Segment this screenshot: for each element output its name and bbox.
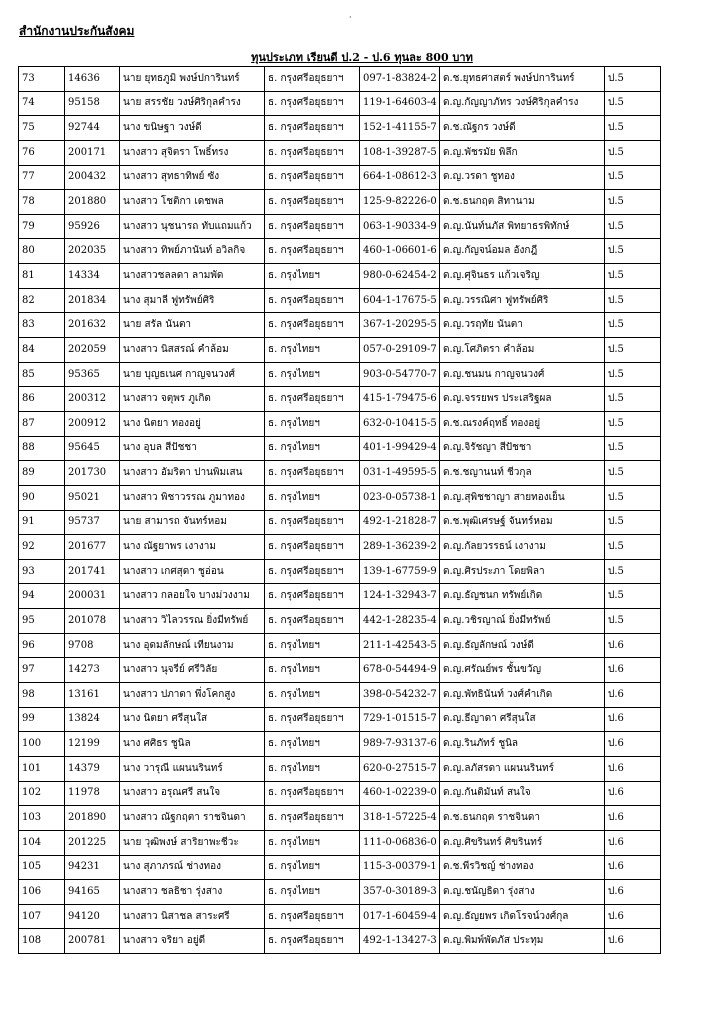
parent-name: นางสาว นุจรีย์ ศรีวิลัย (120, 658, 265, 683)
bank-name: ธ. กรุงศรีอยุธยาฯ (265, 239, 360, 264)
child-name: ด.ญ.ธัญชนก ทรัพย์เกิด (440, 584, 605, 609)
account-number: 492-1-21828-7 (360, 510, 440, 535)
member-id: 13161 (65, 683, 120, 708)
member-id: 95737 (65, 510, 120, 535)
table-row (19, 239, 661, 264)
table-row (19, 387, 661, 412)
member-id: 201677 (65, 535, 120, 560)
bank-name: ธ. กรุงศรีอยุธยาฯ (265, 91, 360, 116)
member-id: 9708 (65, 633, 120, 658)
grade-level: ป.5 (605, 165, 661, 190)
parent-name: นางสาว พิชาวรรณ ภูมาทอง (120, 485, 265, 510)
row-number: 78 (19, 190, 65, 215)
row-number: 101 (19, 756, 65, 781)
account-number: 398-0-54232-7 (360, 683, 440, 708)
account-number: 111-0-06836-0 (360, 830, 440, 855)
bank-name: ธ. กรุงไทยฯ (265, 683, 360, 708)
table-row (19, 436, 661, 461)
row-number: 105 (19, 855, 65, 880)
table-row (19, 535, 661, 560)
grade-level: ป.6 (605, 707, 661, 732)
child-name: ด.ญ.รินภัทร์ ชูนิล (440, 732, 605, 757)
child-name: ด.ญ.วรรณิศา ฟูทรัพย์ศิริ (440, 288, 605, 313)
table-row (19, 929, 661, 954)
grade-level: ป.5 (605, 91, 661, 116)
account-number: 211-1-42543-5 (360, 633, 440, 658)
member-id: 201730 (65, 461, 120, 486)
row-number: 102 (19, 781, 65, 806)
child-name: ด.ญ.กัลยวรรธน์ เงางาม (440, 535, 605, 560)
grade-level: ป.5 (605, 214, 661, 239)
child-name: ด.ญ.จรรยพร ประเสริฐผล (440, 387, 605, 412)
grade-level: ป.5 (605, 264, 661, 289)
bank-name: ธ. กรุงศรีอยุธยาฯ (265, 535, 360, 560)
grade-level: ป.5 (605, 362, 661, 387)
member-id: 201880 (65, 190, 120, 215)
account-number: 023-0-05738-1 (360, 485, 440, 510)
grade-level: ป.5 (605, 140, 661, 165)
table-row (19, 904, 661, 929)
bank-name: ธ. กรุงไทยฯ (265, 411, 360, 436)
account-number: 460-1-06601-6 (360, 239, 440, 264)
grade-level: ป.5 (605, 338, 661, 363)
table-row (19, 781, 661, 806)
bank-name: ธ. กรุงศรีอยุธยาฯ (265, 461, 360, 486)
account-number: 729-1-01515-7 (360, 707, 440, 732)
account-number: 903-0-54770-7 (360, 362, 440, 387)
grade-level: ป.6 (605, 929, 661, 954)
child-name: ด.ญ.ศรัณย์พร ชั้นขวัญ (440, 658, 605, 683)
bank-name: ธ. กรุงศรีอยุธยาฯ (265, 609, 360, 634)
account-number: 620-0-27515-7 (360, 756, 440, 781)
member-id: 201632 (65, 313, 120, 338)
parent-name: นาย บุญธเนศ กาญจนวงศ์ (120, 362, 265, 387)
row-number: 88 (19, 436, 65, 461)
child-name: ด.ญ.ศุจินธร แก้วเจริญ (440, 264, 605, 289)
bank-name: ธ. กรุงไทยฯ (265, 732, 360, 757)
child-name: ด.ญ.วรดา ชูทอง (440, 165, 605, 190)
child-name: ด.ญ.ธัญลักษณ์ วงษ์ดี (440, 633, 605, 658)
table-row (19, 411, 661, 436)
table-row (19, 732, 661, 757)
account-number: 367-1-20295-5 (360, 313, 440, 338)
member-id: 200312 (65, 387, 120, 412)
row-number: 73 (19, 67, 65, 92)
member-id: 14334 (65, 264, 120, 289)
table-row (19, 338, 661, 363)
parent-name: นางสาว โชติกา เดชพล (120, 190, 265, 215)
parent-name: นาง วารุณี แผนนรินทร์ (120, 756, 265, 781)
child-name: ด.ช.ธนกฤต สิทานาม (440, 190, 605, 215)
member-id: 202059 (65, 338, 120, 363)
row-number: 76 (19, 140, 65, 165)
grade-level: ป.5 (605, 436, 661, 461)
table-row (19, 67, 661, 92)
table-row (19, 313, 661, 338)
table-row (19, 116, 661, 141)
parent-name: นาง ณัฐยาพร เงางาม (120, 535, 265, 560)
row-number: 99 (19, 707, 65, 732)
parent-name: นางสาว จริยา อยู่ดี (120, 929, 265, 954)
bank-name: ธ. กรุงศรีอยุธยาฯ (265, 559, 360, 584)
table-row (19, 485, 661, 510)
row-number: 103 (19, 806, 65, 831)
account-number: 980-0-62454-2 (360, 264, 440, 289)
account-number: 604-1-17675-5 (360, 288, 440, 313)
child-name: ด.ช.ณัฐกร วงษ์ดี (440, 116, 605, 141)
table-row (19, 140, 661, 165)
parent-name: นาง อุบล สีปัชชา (120, 436, 265, 461)
bank-name: ธ. กรุงไทยฯ (265, 485, 360, 510)
bank-name: ธ. กรุงศรีอยุธยาฯ (265, 288, 360, 313)
member-id: 200171 (65, 140, 120, 165)
row-number: 82 (19, 288, 65, 313)
grade-level: ป.5 (605, 288, 661, 313)
parent-name: นาง สุภาภรณ์ ช่างทอง (120, 855, 265, 880)
account-number: 057-0-29109-7 (360, 338, 440, 363)
member-id: 14636 (65, 67, 120, 92)
table-row (19, 91, 661, 116)
row-number: 84 (19, 338, 65, 363)
bank-name: ธ. กรุงศรีอยุธยาฯ (265, 387, 360, 412)
grade-level: ป.6 (605, 732, 661, 757)
table-row (19, 264, 661, 289)
member-id: 94231 (65, 855, 120, 880)
grade-level: ป.6 (605, 658, 661, 683)
child-name: ด.ญ.ลภัสรดา แผนนรินทร์ (440, 756, 605, 781)
bank-name: ธ. กรุงศรีอยุธยาฯ (265, 140, 360, 165)
member-id: 14379 (65, 756, 120, 781)
grade-level: ป.5 (605, 387, 661, 412)
bank-name: ธ. กรุงศรีอยุธยาฯ (265, 165, 360, 190)
bank-name: ธ. กรุงศรีอยุธยาฯ (265, 707, 360, 732)
member-id: 92744 (65, 116, 120, 141)
account-number: 989-7-93137-6 (360, 732, 440, 757)
grade-level: ป.5 (605, 584, 661, 609)
parent-name: นางสาวชลลดา ลามพัด (120, 264, 265, 289)
child-name: ด.ญ.กัญจน์อมล อังกฎี (440, 239, 605, 264)
row-number: 100 (19, 732, 65, 757)
account-number: 357-0-30189-3 (360, 880, 440, 905)
child-name: ด.ญ.วรฤทัย นันตา (440, 313, 605, 338)
grade-level: ป.6 (605, 830, 661, 855)
parent-name: นาง นิตยา ศรีสุนใส (120, 707, 265, 732)
parent-name: นางสาว นุชนารถ ทับแถมแก้ว (120, 214, 265, 239)
row-number: 104 (19, 830, 65, 855)
grade-level: ป.5 (605, 190, 661, 215)
account-number: 115-3-00379-1 (360, 855, 440, 880)
account-number: 632-0-10415-5 (360, 411, 440, 436)
member-id: 201225 (65, 830, 120, 855)
row-number: 95 (19, 609, 65, 634)
parent-name: นาย วุฒิพงษ์ สาริยาพะชีวะ (120, 830, 265, 855)
table-row (19, 362, 661, 387)
table-body (19, 67, 661, 954)
parent-name: นางสาว สุทธาทิพย์ ซัง (120, 165, 265, 190)
child-name: ด.ญ.สุพิชชาญา สายทองเย็น (440, 485, 605, 510)
parent-name: นางสาว ทิพย์ภานันท์ อวิลกิจ (120, 239, 265, 264)
bank-name: ธ. กรุงศรีอยุธยาฯ (265, 190, 360, 215)
row-number: 108 (19, 929, 65, 954)
account-number: 664-1-08612-3 (360, 165, 440, 190)
bank-name: ธ. กรุงไทยฯ (265, 756, 360, 781)
member-id: 200031 (65, 584, 120, 609)
row-number: 87 (19, 411, 65, 436)
child-name: ด.ญ.ธัญยพร เกิดโรจน์วงศ์กุล (440, 904, 605, 929)
account-number: 442-1-28235-4 (360, 609, 440, 634)
grade-level: ป.5 (605, 313, 661, 338)
grade-level: ป.6 (605, 806, 661, 831)
parent-name: นางสาว นิสาชล สาระศรี (120, 904, 265, 929)
member-id: 94120 (65, 904, 120, 929)
child-name: ด.ญ.จิรัชญา สีปัชชา (440, 436, 605, 461)
table-row (19, 880, 661, 905)
table-row (19, 584, 661, 609)
parent-name: นางสาว ณัฐกฤตา ราชจินดา (120, 806, 265, 831)
account-number: 139-1-67759-9 (360, 559, 440, 584)
row-number: 91 (19, 510, 65, 535)
parent-name: นาย สรัล นันตา (120, 313, 265, 338)
grade-level: ป.6 (605, 781, 661, 806)
parent-name: นาง ศศิธร ชูนิล (120, 732, 265, 757)
table-row (19, 559, 661, 584)
child-name: ด.ญ.โศภิตรา คำล้อม (440, 338, 605, 363)
child-name: ด.ช.ณรงค์ฤทธิ์ ทองอยู่ (440, 411, 605, 436)
grade-level: ป.6 (605, 904, 661, 929)
table-row (19, 658, 661, 683)
account-number: 119-1-64603-4 (360, 91, 440, 116)
parent-name: นางสาว กลอยใจ บางม่วงงาม (120, 584, 265, 609)
member-id: 11978 (65, 781, 120, 806)
table-row (19, 830, 661, 855)
parent-name: นางสาว ปภาดา พึ่งโคกสูง (120, 683, 265, 708)
row-number: 106 (19, 880, 65, 905)
parent-name: นาง ขนิษฐา วงษ์ดี (120, 116, 265, 141)
grade-level: ป.5 (605, 609, 661, 634)
parent-name: นางสาว เกศสุดา ชูอ่อน (120, 559, 265, 584)
account-number: 017-1-60459-4 (360, 904, 440, 929)
bank-name: ธ. กรุงไทยฯ (265, 830, 360, 855)
row-number: 96 (19, 633, 65, 658)
child-name: ด.ญ.พิมพ์พัดภัส ประทุม (440, 929, 605, 954)
account-number: 460-1-02239-0 (360, 781, 440, 806)
member-id: 201834 (65, 288, 120, 313)
bank-name: ธ. กรุงไทยฯ (265, 855, 360, 880)
grade-level: ป.5 (605, 67, 661, 92)
row-number: 74 (19, 91, 65, 116)
parent-name: นางสาว สุจิตรา โพธิ์ทรง (120, 140, 265, 165)
row-number: 107 (19, 904, 65, 929)
child-name: ด.ญ.ชนมน กาญจนวงศ์ (440, 362, 605, 387)
row-number: 86 (19, 387, 65, 412)
grade-level: ป.6 (605, 880, 661, 905)
bank-name: ธ. กรุงศรีอยุธยาฯ (265, 806, 360, 831)
bank-name: ธ. กรุงไทยฯ (265, 264, 360, 289)
child-name: ด.ช.พีรวิชญ์ ช่างทอง (440, 855, 605, 880)
member-id: 202035 (65, 239, 120, 264)
row-number: 94 (19, 584, 65, 609)
member-id: 14273 (65, 658, 120, 683)
row-number: 83 (19, 313, 65, 338)
row-number: 81 (19, 264, 65, 289)
bank-name: ธ. กรุงศรีอยุธยาฯ (265, 904, 360, 929)
grade-level: ป.5 (605, 485, 661, 510)
grade-level: ป.5 (605, 535, 661, 560)
row-number: 98 (19, 683, 65, 708)
account-number: 152-1-41155-7 (360, 116, 440, 141)
page-mark: · (349, 13, 352, 22)
bank-name: ธ. กรุงศรีอยุธยาฯ (265, 313, 360, 338)
account-number: 031-1-49595-5 (360, 461, 440, 486)
table-row (19, 609, 661, 634)
row-number: 92 (19, 535, 65, 560)
grade-level: ป.5 (605, 411, 661, 436)
child-name: ด.ญ.กัญญาภัทร วงษ์ศิริกุลคำรง (440, 91, 605, 116)
bank-name: ธ. กรุงไทยฯ (265, 633, 360, 658)
bank-name: ธ. กรุงศรีอยุธยาฯ (265, 510, 360, 535)
table-row (19, 288, 661, 313)
bank-name: ธ. กรุงไทยฯ (265, 362, 360, 387)
child-name: ด.ญ.กันติมันท์ สนใจ (440, 781, 605, 806)
table-row (19, 855, 661, 880)
child-name: ด.ญ.พัทธินันท์ วงศ์คำเกิด (440, 683, 605, 708)
account-number: 124-1-32943-7 (360, 584, 440, 609)
row-number: 97 (19, 658, 65, 683)
member-id: 95158 (65, 91, 120, 116)
grade-level: ป.6 (605, 756, 661, 781)
account-number: 401-1-99429-4 (360, 436, 440, 461)
row-number: 77 (19, 165, 65, 190)
row-number: 89 (19, 461, 65, 486)
row-number: 90 (19, 485, 65, 510)
grade-level: ป.6 (605, 855, 661, 880)
parent-name: นางสาว จตุพร ภูเกิด (120, 387, 265, 412)
child-name: ด.ญ.ธีญาดา ศรีสุนใส (440, 707, 605, 732)
member-id: 200912 (65, 411, 120, 436)
parent-name: นางสาว อัมริตา ปานพิมเสน (120, 461, 265, 486)
member-id: 201078 (65, 609, 120, 634)
member-id: 12199 (65, 732, 120, 757)
member-id: 94165 (65, 880, 120, 905)
scholarship-table (18, 66, 661, 954)
row-number: 85 (19, 362, 65, 387)
parent-name: นางสาว นิสสรณ์ คำล้อม (120, 338, 265, 363)
child-name: ด.ญ.พัชรมัย พิลึก (440, 140, 605, 165)
account-number: 097-1-83824-2 (360, 67, 440, 92)
grade-level: ป.5 (605, 559, 661, 584)
organization-name: สำนักงานประกันสังคม (19, 24, 135, 38)
bank-name: ธ. กรุงไทยฯ (265, 658, 360, 683)
member-id: 200781 (65, 929, 120, 954)
account-number: 125-9-82226-0 (360, 190, 440, 215)
parent-name: นางสาว วิไลวรรณ ยิ่งมีทรัพย์ (120, 609, 265, 634)
table-row (19, 190, 661, 215)
grade-level: ป.5 (605, 116, 661, 141)
table-row (19, 633, 661, 658)
account-number: 063-1-90334-9 (360, 214, 440, 239)
child-name: ด.ญ.ศิขรินทร์ ศิขรินทร์ (440, 830, 605, 855)
parent-name: นาย สรรชัย วงษ์ศิริกุลคำรง (120, 91, 265, 116)
table-row (19, 756, 661, 781)
row-number: 75 (19, 116, 65, 141)
account-number: 492-1-13427-3 (360, 929, 440, 954)
parent-name: นางสาว อรุณศรี สนใจ (120, 781, 265, 806)
grade-level: ป.5 (605, 239, 661, 264)
account-number: 108-1-39287-5 (360, 140, 440, 165)
child-name: ด.ช.ยุทธศาสตร์ พงษ์ปการินทร์ (440, 67, 605, 92)
table-row (19, 806, 661, 831)
table-row (19, 165, 661, 190)
bank-name: ธ. กรุงศรีอยุธยาฯ (265, 214, 360, 239)
grade-level: ป.5 (605, 461, 661, 486)
account-number: 318-1-57225-4 (360, 806, 440, 831)
row-number: 93 (19, 559, 65, 584)
account-number: 415-1-79475-6 (360, 387, 440, 412)
grade-level: ป.5 (605, 510, 661, 535)
grade-level: ป.6 (605, 633, 661, 658)
child-name: ด.ญ.ชนัญธิดา รุ่งสาง (440, 880, 605, 905)
table-row (19, 683, 661, 708)
member-id: 200432 (65, 165, 120, 190)
child-name: ด.ช.พุฒิเศรษฐ์ จันทร์หอม (440, 510, 605, 535)
member-id: 13824 (65, 707, 120, 732)
row-number: 79 (19, 214, 65, 239)
account-number: 678-0-54494-9 (360, 658, 440, 683)
bank-name: ธ. กรุงไทยฯ (265, 436, 360, 461)
member-id: 201741 (65, 559, 120, 584)
bank-name: ธ. กรุงศรีอยุธยาฯ (265, 584, 360, 609)
child-name: ด.ช.ธนกฤต ราชจินดา (440, 806, 605, 831)
parent-name: นาย ยุทธภูมิ พงษ์ปการินทร์ (120, 67, 265, 92)
child-name: ด.ญ.ศิรประภา โดยพิลา (440, 559, 605, 584)
bank-name: ธ. กรุงไทยฯ (265, 338, 360, 363)
bank-name: ธ. กรุงศรีอยุธยาฯ (265, 781, 360, 806)
parent-name: นาง อุดมลักษณ์ เทียนงาม (120, 633, 265, 658)
table-row (19, 707, 661, 732)
member-id: 95365 (65, 362, 120, 387)
bank-name: ธ. กรุงศรีอยุธยาฯ (265, 929, 360, 954)
parent-name: นางสาว ชลธิชา รุ่งสาง (120, 880, 265, 905)
member-id: 95645 (65, 436, 120, 461)
child-name: ด.ญ.นันท์นภัส พิทยาธรพิทักษ์ (440, 214, 605, 239)
document-title: ทุนประเภท เรียนดี ป.2 - ป.6 ทุนละ 800 บาท (251, 51, 473, 64)
parent-name: นาง สุมาลี ฟูทรัพย์ศิริ (120, 288, 265, 313)
bank-name: ธ. กรุงศรีอยุธยาฯ (265, 67, 360, 92)
child-name: ด.ญ.วชิรญาณ์ ยิ่งมีทรัพย์ (440, 609, 605, 634)
member-id: 95926 (65, 214, 120, 239)
parent-name: นาง นิตยา ทองอยู่ (120, 411, 265, 436)
member-id: 95021 (65, 485, 120, 510)
child-name: ด.ช.ชญานนท์ ชีวกุล (440, 461, 605, 486)
table-row (19, 461, 661, 486)
account-number: 289-1-36239-2 (360, 535, 440, 560)
table-row (19, 214, 661, 239)
member-id: 201890 (65, 806, 120, 831)
parent-name: นาย สามารถ จันทร์หอม (120, 510, 265, 535)
bank-name: ธ. กรุงไทยฯ (265, 880, 360, 905)
table-row (19, 510, 661, 535)
row-number: 80 (19, 239, 65, 264)
grade-level: ป.6 (605, 683, 661, 708)
bank-name: ธ. กรุงศรีอยุธยาฯ (265, 116, 360, 141)
